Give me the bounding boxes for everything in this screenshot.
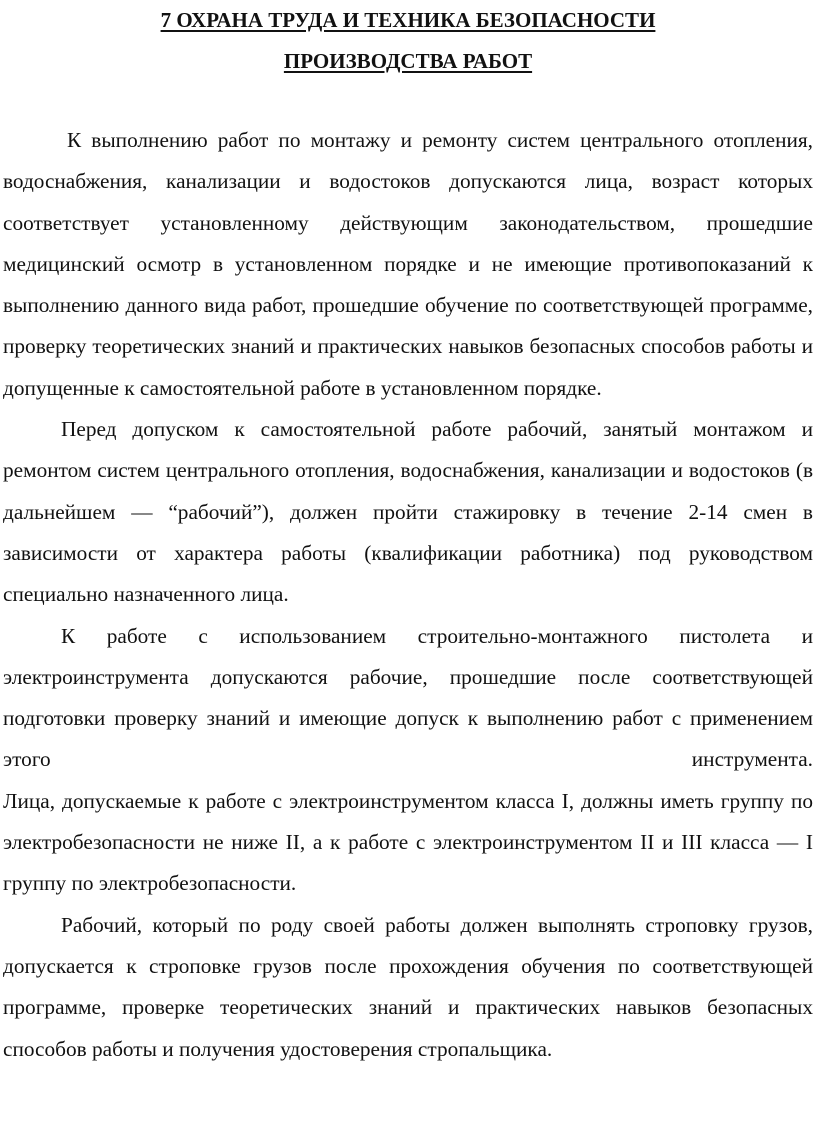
paragraph-power-tools	[3, 616, 813, 781]
paragraph-internship: Перед допуском к самостоятельной работе рабочий, занятый монтажом и ремонтом систем центрального отопления, водоснабжения, канализации и водостоков (в дальнейшем — “рабочий”), должен пройти стажировку в течение 2-14 смен в зависимости от характера работы (квалификации работника) под руководством специально назначенного лица.	[3, 417, 813, 607]
section-title-line-1: 7 ОХРАНА ТРУДА И ТЕХНИКА БЕЗОПАСНОСТИ	[160, 8, 656, 32]
paragraph-slinging: Рабочий, который по роду своей работы должен выполнять строповку грузов, допускается к строповке грузов после прохождения обучения по соответствующей программе, проверке теоретических знаний и практических навыков безопасных способов работы и получения удостоверения стропальщика.	[3, 912, 813, 1061]
paragraph-power-tools-text: К работе с использованием строительно-монтажного пистолета и электроинструмента допускаются рабочие, прошедшие после соответствующей подготовки проверку знаний и имеющие допуск к выполнению работ с применением этого инструмента.	[3, 623, 813, 772]
paragraph-electrical-safety: Лица, допускаемые к работе с электроинструментом класса I, должны иметь группу по электробезопасности не ниже II, а к работе с электроинструментом II и III класса — I группу по электробезопасности.	[3, 788, 813, 896]
section-title-line-2: ПРОИЗВОДСТВА РАБОТ	[283, 49, 533, 73]
section-body	[3, 120, 813, 1070]
paragraph-admission: К выполнению работ по монтажу и ремонту систем центрального отопления, водоснабжения, канализации и водостоков допускаются лица, возраст которых соответствует установленному действующим законодательством, прошедшие медицинский осмотр в установленном порядке и не имеющие противопоказаний к выполнению данного вида работ, прошедшие обучение по соответствующей программе, проверку теоретических знаний и практических навыков безопасных способов работы и допущенные к самостоятельной работе в установленном порядке.	[3, 128, 813, 400]
